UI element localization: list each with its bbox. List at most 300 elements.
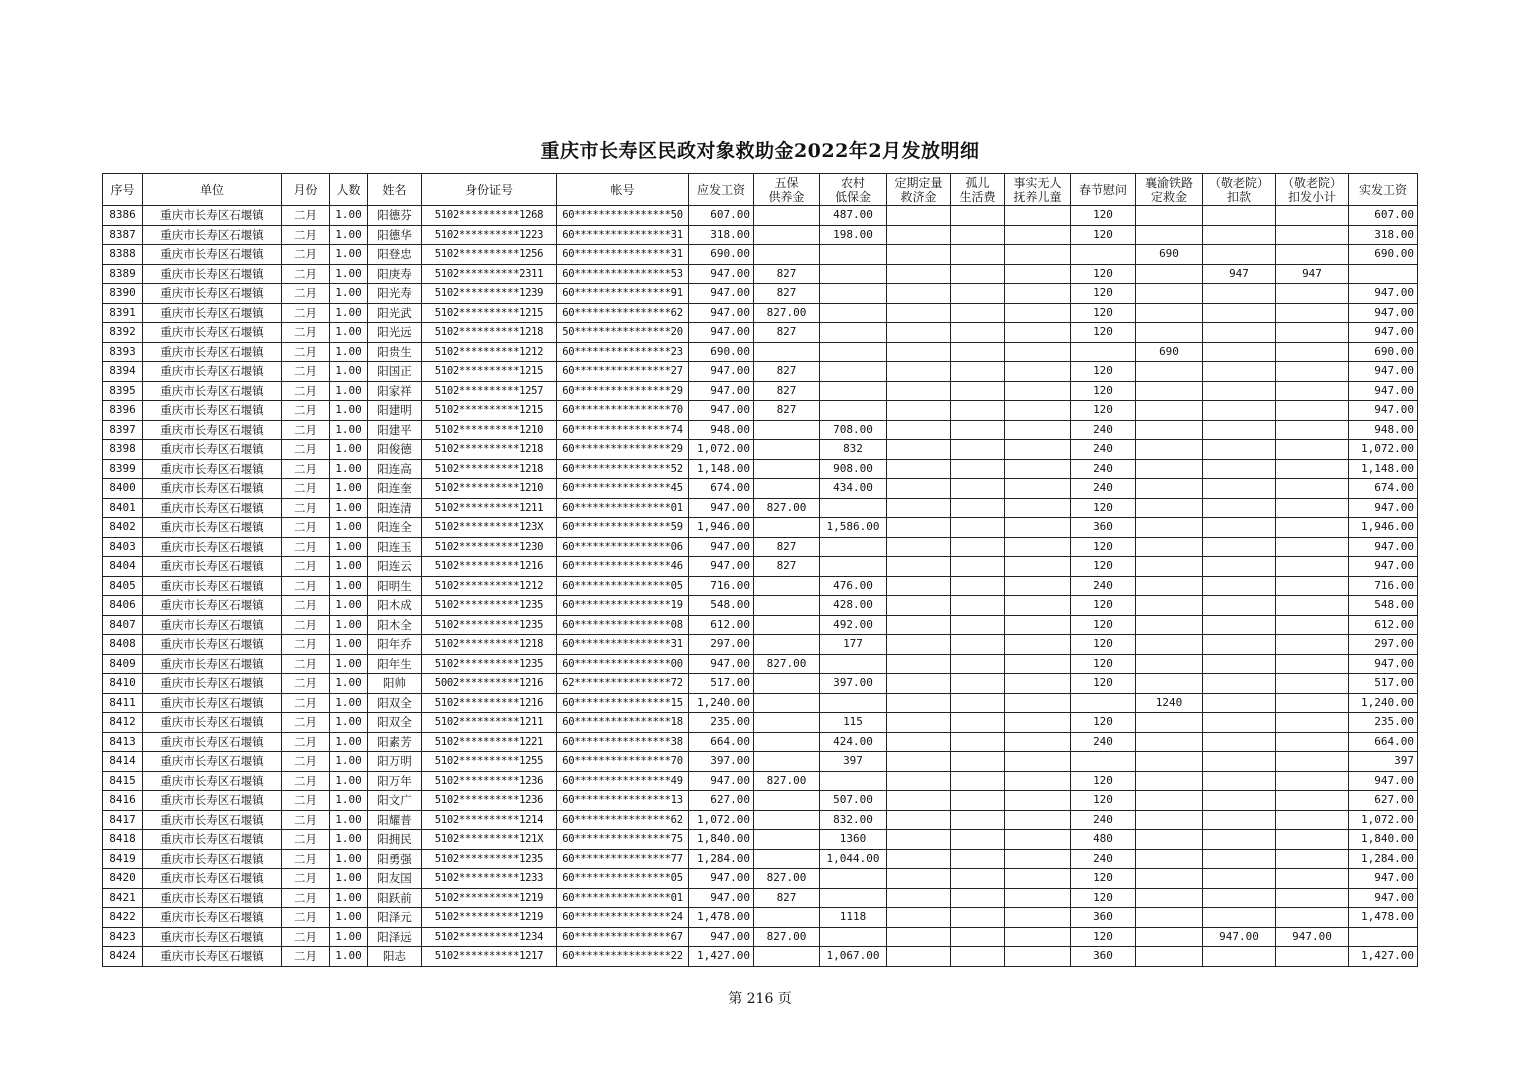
- col-unit-cell: 重庆市长寿区石堰镇: [143, 596, 282, 616]
- col-actual-pay-cell: 947.00: [1349, 381, 1418, 401]
- col-xiangyu-railway-cell: [1136, 927, 1203, 947]
- table-row: [103, 440, 1418, 460]
- col-unsupported-children-cell: [1005, 264, 1071, 284]
- col-serial-cell: 8418: [103, 830, 143, 850]
- col-unit-cell: 重庆市长寿区石堰镇: [143, 908, 282, 928]
- col-five-guarantee-header: 五保 供养金: [754, 174, 820, 206]
- col-payable-cell: 947.00: [689, 264, 754, 284]
- col-unsupported-children-cell: [1005, 323, 1071, 343]
- col-rural-subsistence-cell: 397: [820, 752, 887, 772]
- col-serial-cell: 8404: [103, 557, 143, 577]
- col-month-cell: 二月: [282, 732, 330, 752]
- col-count-cell: 1.00: [330, 245, 368, 265]
- col-spring-festival-cell: 360: [1071, 947, 1136, 967]
- col-fixed-relief-cell: [887, 693, 951, 713]
- col-spring-festival-cell: [1071, 342, 1136, 362]
- col-id-number-cell: 5102**********1230: [422, 537, 557, 557]
- col-unsupported-children-cell: [1005, 576, 1071, 596]
- col-spring-festival-cell: 120: [1071, 654, 1136, 674]
- col-fixed-relief-cell: [887, 381, 951, 401]
- col-name-cell: 阳贵生: [368, 342, 422, 362]
- col-rural-subsistence-cell: 434.00: [820, 479, 887, 499]
- col-payable-cell: 947.00: [689, 498, 754, 518]
- col-nursing-deduction-subtotal-cell: [1276, 635, 1349, 655]
- col-unsupported-children-cell: [1005, 498, 1071, 518]
- col-nursing-deduction-cell: [1203, 693, 1276, 713]
- col-five-guarantee-cell: [754, 791, 820, 811]
- col-spring-festival-cell: 120: [1071, 537, 1136, 557]
- col-five-guarantee-cell: 827: [754, 557, 820, 577]
- col-unsupported-children-cell: [1005, 459, 1071, 479]
- table-row: [103, 323, 1418, 343]
- col-count-cell: 1.00: [330, 674, 368, 694]
- col-actual-pay-cell: 947.00: [1349, 654, 1418, 674]
- col-five-guarantee-cell: 827: [754, 537, 820, 557]
- col-count-cell: 1.00: [330, 693, 368, 713]
- col-month-cell: 二月: [282, 420, 330, 440]
- col-unsupported-children-cell: [1005, 752, 1071, 772]
- col-five-guarantee-cell: [754, 596, 820, 616]
- col-spring-festival-cell: 120: [1071, 869, 1136, 889]
- col-unit-cell: 重庆市长寿区石堰镇: [143, 771, 282, 791]
- col-actual-pay-cell: 1,072.00: [1349, 810, 1418, 830]
- col-nursing-deduction-subtotal-cell: [1276, 830, 1349, 850]
- col-id-number-cell: 5102**********1215: [422, 303, 557, 323]
- col-account-cell: 60****************50: [557, 206, 689, 226]
- col-unit-cell: 重庆市长寿区石堰镇: [143, 947, 282, 967]
- col-fixed-relief-cell: [887, 303, 951, 323]
- col-account-cell: 60****************59: [557, 518, 689, 538]
- col-id-number-cell: 5102**********1221: [422, 732, 557, 752]
- col-payable-cell: 1,072.00: [689, 440, 754, 460]
- col-five-guarantee-cell: [754, 635, 820, 655]
- col-unsupported-children-cell: [1005, 810, 1071, 830]
- col-fixed-relief-cell: [887, 245, 951, 265]
- col-payable-cell: 948.00: [689, 420, 754, 440]
- col-xiangyu-railway-cell: [1136, 888, 1203, 908]
- col-actual-pay-cell: 947.00: [1349, 557, 1418, 577]
- col-count-cell: 1.00: [330, 576, 368, 596]
- col-rural-subsistence-header: 农村 低保金: [820, 174, 887, 206]
- col-serial-cell: 8406: [103, 596, 143, 616]
- col-five-guarantee-cell: [754, 206, 820, 226]
- col-actual-pay-cell: 1,148.00: [1349, 459, 1418, 479]
- col-nursing-deduction-subtotal-cell: [1276, 732, 1349, 752]
- col-spring-festival-cell: 120: [1071, 225, 1136, 245]
- col-nursing-deduction-subtotal-cell: [1276, 947, 1349, 967]
- document-title: 重庆市长寿区民政对象救助金2022年2月发放明细: [540, 140, 980, 162]
- col-actual-pay-cell: 1,072.00: [1349, 440, 1418, 460]
- col-five-guarantee-cell: 827.00: [754, 771, 820, 791]
- col-actual-pay-cell: 716.00: [1349, 576, 1418, 596]
- col-nursing-deduction-cell: [1203, 947, 1276, 967]
- col-xiangyu-railway-cell: [1136, 362, 1203, 382]
- col-nursing-deduction-cell: [1203, 381, 1276, 401]
- col-account-cell: 60****************31: [557, 225, 689, 245]
- col-xiangyu-railway-cell: 690: [1136, 342, 1203, 362]
- col-five-guarantee-cell: 827: [754, 401, 820, 421]
- col-actual-pay-cell: 690.00: [1349, 245, 1418, 265]
- col-fixed-relief-cell: [887, 635, 951, 655]
- col-xiangyu-railway-cell: 690: [1136, 245, 1203, 265]
- col-payable-cell: 235.00: [689, 713, 754, 733]
- col-unit-cell: 重庆市长寿区石堰镇: [143, 498, 282, 518]
- col-count-cell: 1.00: [330, 635, 368, 655]
- col-orphan-living-cell: [951, 674, 1005, 694]
- col-nursing-deduction-cell: [1203, 771, 1276, 791]
- col-orphan-living-cell: [951, 771, 1005, 791]
- col-nursing-deduction-subtotal-cell: [1276, 420, 1349, 440]
- col-serial-cell: 8415: [103, 771, 143, 791]
- col-count-cell: 1.00: [330, 596, 368, 616]
- col-five-guarantee-cell: [754, 576, 820, 596]
- col-five-guarantee-cell: [754, 479, 820, 499]
- col-xiangyu-railway-cell: [1136, 323, 1203, 343]
- col-orphan-living-cell: [951, 245, 1005, 265]
- col-account-cell: 60****************31: [557, 245, 689, 265]
- col-spring-festival-cell: 120: [1071, 206, 1136, 226]
- col-month-cell: 二月: [282, 303, 330, 323]
- col-nursing-deduction-subtotal-cell: [1276, 537, 1349, 557]
- col-five-guarantee-cell: [754, 693, 820, 713]
- col-month-header: 月份: [282, 174, 330, 206]
- col-name-cell: 阳友国: [368, 869, 422, 889]
- col-rural-subsistence-cell: [820, 401, 887, 421]
- col-rural-subsistence-cell: 1,067.00: [820, 947, 887, 967]
- col-nursing-deduction-subtotal-header: （敬老院） 扣发小计: [1276, 174, 1349, 206]
- col-name-cell: 阳光远: [368, 323, 422, 343]
- col-actual-pay-cell: 947.00: [1349, 771, 1418, 791]
- col-rural-subsistence-cell: [820, 264, 887, 284]
- col-id-number-cell: 5102**********1234: [422, 927, 557, 947]
- col-spring-festival-cell: 120: [1071, 674, 1136, 694]
- col-month-cell: 二月: [282, 245, 330, 265]
- col-serial-cell: 8403: [103, 537, 143, 557]
- col-id-number-cell: 5102**********1215: [422, 401, 557, 421]
- col-orphan-living-cell: [951, 323, 1005, 343]
- col-name-cell: 阳连高: [368, 459, 422, 479]
- col-month-cell: 二月: [282, 479, 330, 499]
- col-spring-festival-cell: 360: [1071, 908, 1136, 928]
- col-payable-cell: 716.00: [689, 576, 754, 596]
- col-account-cell: 60****************00: [557, 654, 689, 674]
- col-count-cell: 1.00: [330, 869, 368, 889]
- col-name-cell: 阳拥民: [368, 830, 422, 850]
- col-unit-cell: 重庆市长寿区石堰镇: [143, 245, 282, 265]
- col-unit-cell: 重庆市长寿区石堰镇: [143, 342, 282, 362]
- col-rural-subsistence-cell: 1118: [820, 908, 887, 928]
- col-xiangyu-railway-cell: [1136, 576, 1203, 596]
- col-payable-cell: 947.00: [689, 771, 754, 791]
- col-spring-festival-cell: 120: [1071, 323, 1136, 343]
- col-unit-cell: 重庆市长寿区石堰镇: [143, 381, 282, 401]
- col-nursing-deduction-cell: [1203, 752, 1276, 772]
- col-serial-cell: 8405: [103, 576, 143, 596]
- col-fixed-relief-cell: [887, 674, 951, 694]
- col-unsupported-children-cell: [1005, 381, 1071, 401]
- col-unsupported-children-cell: [1005, 791, 1071, 811]
- col-name-cell: 阳万年: [368, 771, 422, 791]
- col-payable-cell: 947.00: [689, 927, 754, 947]
- col-nursing-deduction-cell: [1203, 869, 1276, 889]
- col-five-guarantee-cell: 827.00: [754, 927, 820, 947]
- col-nursing-deduction-cell: [1203, 635, 1276, 655]
- col-unit-cell: 重庆市长寿区石堰镇: [143, 537, 282, 557]
- col-serial-cell: 8390: [103, 284, 143, 304]
- col-name-cell: 阳建明: [368, 401, 422, 421]
- col-rural-subsistence-cell: [820, 362, 887, 382]
- col-five-guarantee-cell: 827.00: [754, 303, 820, 323]
- col-nursing-deduction-cell: [1203, 791, 1276, 811]
- col-name-cell: 阳文广: [368, 791, 422, 811]
- col-five-guarantee-cell: [754, 225, 820, 245]
- col-month-cell: 二月: [282, 401, 330, 421]
- table-row: [103, 869, 1418, 889]
- col-xiangyu-railway-cell: [1136, 479, 1203, 499]
- col-account-cell: 60****************05: [557, 869, 689, 889]
- col-nursing-deduction-subtotal-cell: [1276, 245, 1349, 265]
- table-row: [103, 576, 1418, 596]
- col-five-guarantee-cell: [754, 674, 820, 694]
- col-spring-festival-cell: 120: [1071, 791, 1136, 811]
- col-unsupported-children-cell: [1005, 342, 1071, 362]
- col-actual-pay-cell: 1,946.00: [1349, 518, 1418, 538]
- col-month-cell: 二月: [282, 810, 330, 830]
- col-account-cell: 60****************15: [557, 693, 689, 713]
- col-unit-cell: 重庆市长寿区石堰镇: [143, 674, 282, 694]
- col-unit-cell: 重庆市长寿区石堰镇: [143, 693, 282, 713]
- col-rural-subsistence-cell: [820, 537, 887, 557]
- table-row: [103, 303, 1418, 323]
- col-actual-pay-cell: 947.00: [1349, 323, 1418, 343]
- table-row: [103, 693, 1418, 713]
- col-orphan-living-cell: [951, 537, 1005, 557]
- col-rural-subsistence-cell: [820, 498, 887, 518]
- col-xiangyu-railway-cell: [1136, 596, 1203, 616]
- col-nursing-deduction-cell: [1203, 518, 1276, 538]
- col-actual-pay-cell: 947.00: [1349, 284, 1418, 304]
- table-row: [103, 908, 1418, 928]
- col-month-cell: 二月: [282, 693, 330, 713]
- col-unsupported-children-cell: [1005, 537, 1071, 557]
- col-id-number-cell: 5102**********1257: [422, 381, 557, 401]
- col-name-cell: 阳年生: [368, 654, 422, 674]
- col-five-guarantee-cell: 827: [754, 323, 820, 343]
- col-nursing-deduction-subtotal-cell: [1276, 206, 1349, 226]
- col-count-cell: 1.00: [330, 420, 368, 440]
- col-count-cell: 1.00: [330, 206, 368, 226]
- col-name-cell: 阳连玉: [368, 537, 422, 557]
- col-xiangyu-railway-cell: [1136, 654, 1203, 674]
- table-row: [103, 401, 1418, 421]
- col-payable-cell: 1,946.00: [689, 518, 754, 538]
- col-name-cell: 阳光寿: [368, 284, 422, 304]
- col-xiangyu-railway-cell: [1136, 830, 1203, 850]
- col-nursing-deduction-subtotal-cell: [1276, 849, 1349, 869]
- col-rural-subsistence-cell: [820, 245, 887, 265]
- col-orphan-living-cell: [951, 459, 1005, 479]
- col-name-cell: 阳家祥: [368, 381, 422, 401]
- col-count-cell: 1.00: [330, 947, 368, 967]
- col-spring-festival-cell: 120: [1071, 927, 1136, 947]
- col-unsupported-children-cell: [1005, 674, 1071, 694]
- col-name-cell: 阳木成: [368, 596, 422, 616]
- col-name-cell: 阳庚寿: [368, 264, 422, 284]
- col-five-guarantee-cell: 827: [754, 264, 820, 284]
- col-orphan-living-cell: [951, 888, 1005, 908]
- col-count-cell: 1.00: [330, 732, 368, 752]
- col-orphan-living-cell: [951, 557, 1005, 577]
- col-fixed-relief-cell: [887, 479, 951, 499]
- col-payable-cell: 947.00: [689, 537, 754, 557]
- table-row: [103, 518, 1418, 538]
- col-payable-cell: 1,840.00: [689, 830, 754, 850]
- col-name-cell: 阳年乔: [368, 635, 422, 655]
- col-account-cell: 60****************18: [557, 713, 689, 733]
- col-account-cell: 60****************46: [557, 557, 689, 577]
- col-orphan-living-cell: [951, 810, 1005, 830]
- col-nursing-deduction-subtotal-cell: [1276, 713, 1349, 733]
- col-nursing-deduction-subtotal-cell: [1276, 342, 1349, 362]
- col-serial-cell: 8412: [103, 713, 143, 733]
- col-month-cell: 二月: [282, 381, 330, 401]
- col-actual-pay-cell: 607.00: [1349, 206, 1418, 226]
- col-nursing-deduction-subtotal-cell: [1276, 284, 1349, 304]
- col-spring-festival-cell: 120: [1071, 557, 1136, 577]
- col-name-cell: 阳连全: [368, 518, 422, 538]
- col-nursing-deduction-cell: [1203, 420, 1276, 440]
- col-unit-cell: 重庆市长寿区石堰镇: [143, 713, 282, 733]
- col-id-number-cell: 5102**********1215: [422, 362, 557, 382]
- col-id-number-cell: 5102**********1256: [422, 245, 557, 265]
- col-five-guarantee-cell: [754, 752, 820, 772]
- col-nursing-deduction-cell: 947.00: [1203, 927, 1276, 947]
- col-rural-subsistence-cell: [820, 284, 887, 304]
- col-nursing-deduction-cell: [1203, 245, 1276, 265]
- col-fixed-relief-cell: [887, 654, 951, 674]
- col-unsupported-children-cell: [1005, 771, 1071, 791]
- col-nursing-deduction-subtotal-cell: [1276, 888, 1349, 908]
- col-serial-cell: 8392: [103, 323, 143, 343]
- col-five-guarantee-cell: [754, 245, 820, 265]
- table-row: [103, 245, 1418, 265]
- col-account-cell: 60****************70: [557, 401, 689, 421]
- col-unit-cell: 重庆市长寿区石堰镇: [143, 635, 282, 655]
- col-actual-pay-cell: 947.00: [1349, 498, 1418, 518]
- col-payable-cell: 1,427.00: [689, 947, 754, 967]
- col-rural-subsistence-cell: [820, 342, 887, 362]
- col-unsupported-children-cell: [1005, 206, 1071, 226]
- col-nursing-deduction-cell: [1203, 830, 1276, 850]
- col-nursing-deduction-cell: [1203, 284, 1276, 304]
- col-payable-cell: 517.00: [689, 674, 754, 694]
- col-payable-cell: 947.00: [689, 557, 754, 577]
- col-rural-subsistence-cell: [820, 323, 887, 343]
- col-name-cell: 阳德芬: [368, 206, 422, 226]
- table-row: [103, 615, 1418, 635]
- col-month-cell: 二月: [282, 264, 330, 284]
- col-xiangyu-railway-cell: [1136, 713, 1203, 733]
- col-five-guarantee-cell: [754, 459, 820, 479]
- col-spring-festival-cell: 120: [1071, 596, 1136, 616]
- col-unit-cell: 重庆市长寿区石堰镇: [143, 654, 282, 674]
- col-unit-cell: 重庆市长寿区石堰镇: [143, 303, 282, 323]
- col-account-cell: 60****************29: [557, 381, 689, 401]
- col-id-number-cell: 5102**********1236: [422, 791, 557, 811]
- col-five-guarantee-cell: [754, 518, 820, 538]
- table-row: [103, 849, 1418, 869]
- col-name-cell: 阳明生: [368, 576, 422, 596]
- col-unsupported-children-cell: [1005, 693, 1071, 713]
- col-xiangyu-railway-cell: 1240: [1136, 693, 1203, 713]
- col-month-cell: 二月: [282, 713, 330, 733]
- col-actual-pay-cell: 612.00: [1349, 615, 1418, 635]
- table-row: [103, 654, 1418, 674]
- col-orphan-living-cell: [951, 869, 1005, 889]
- col-unit-cell: 重庆市长寿区石堰镇: [143, 323, 282, 343]
- col-orphan-living-cell: [951, 264, 1005, 284]
- col-account-cell: 60****************05: [557, 576, 689, 596]
- col-xiangyu-railway-cell: [1136, 674, 1203, 694]
- col-count-cell: 1.00: [330, 284, 368, 304]
- col-unsupported-children-cell: [1005, 440, 1071, 460]
- col-spring-festival-cell: 120: [1071, 635, 1136, 655]
- col-spring-festival-cell: 240: [1071, 440, 1136, 460]
- col-payable-cell: 690.00: [689, 245, 754, 265]
- col-id-number-cell: 5102**********1235: [422, 615, 557, 635]
- col-payable-cell: 1,240.00: [689, 693, 754, 713]
- col-month-cell: 二月: [282, 791, 330, 811]
- table-row: [103, 557, 1418, 577]
- col-unsupported-children-cell: [1005, 888, 1071, 908]
- col-serial-cell: 8398: [103, 440, 143, 460]
- col-count-cell: 1.00: [330, 557, 368, 577]
- col-serial-cell: 8424: [103, 947, 143, 967]
- col-payable-cell: 947.00: [689, 401, 754, 421]
- col-unsupported-children-cell: [1005, 479, 1071, 499]
- col-id-number-cell: 5102**********1218: [422, 635, 557, 655]
- col-count-cell: 1.00: [330, 381, 368, 401]
- col-orphan-living-cell: [951, 615, 1005, 635]
- col-fixed-relief-header: 定期定量 救济金: [887, 174, 951, 206]
- col-rural-subsistence-cell: 507.00: [820, 791, 887, 811]
- col-unit-cell: 重庆市长寿区石堰镇: [143, 459, 282, 479]
- col-nursing-deduction-subtotal-cell: [1276, 362, 1349, 382]
- col-payable-cell: 947.00: [689, 654, 754, 674]
- col-fixed-relief-cell: [887, 557, 951, 577]
- col-month-cell: 二月: [282, 342, 330, 362]
- col-actual-pay-cell: 947.00: [1349, 537, 1418, 557]
- col-id-number-cell: 5102**********1233: [422, 869, 557, 889]
- col-account-cell: 60****************77: [557, 849, 689, 869]
- col-nursing-deduction-subtotal-cell: [1276, 693, 1349, 713]
- col-unsupported-children-cell: [1005, 225, 1071, 245]
- col-xiangyu-railway-cell: [1136, 810, 1203, 830]
- col-nursing-deduction-cell: [1203, 303, 1276, 323]
- col-actual-pay-cell: 674.00: [1349, 479, 1418, 499]
- col-serial-cell: 8397: [103, 420, 143, 440]
- col-five-guarantee-cell: [754, 440, 820, 460]
- col-nursing-deduction-subtotal-cell: [1276, 674, 1349, 694]
- col-nursing-deduction-subtotal-cell: [1276, 479, 1349, 499]
- table-row: [103, 810, 1418, 830]
- col-five-guarantee-cell: 827: [754, 381, 820, 401]
- col-id-number-cell: 5102**********1211: [422, 713, 557, 733]
- col-five-guarantee-cell: 827.00: [754, 498, 820, 518]
- col-count-cell: 1.00: [330, 323, 368, 343]
- col-account-cell: 60****************06: [557, 537, 689, 557]
- col-nursing-deduction-subtotal-cell: [1276, 459, 1349, 479]
